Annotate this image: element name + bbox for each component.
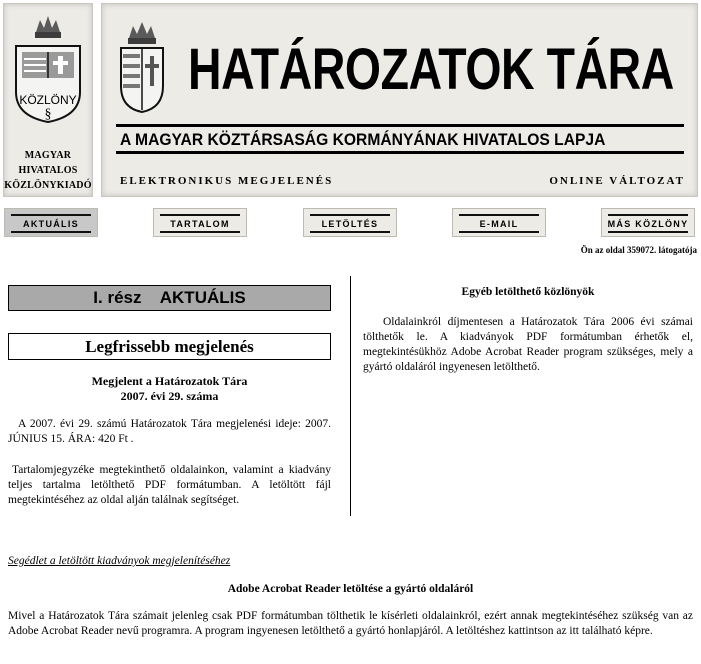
nav-email-button[interactable] [452, 208, 546, 237]
nav-mas-kozlony-button[interactable] [601, 208, 695, 237]
section-header: I. rész AKTUÁLIS [8, 285, 331, 311]
electronic-edition-label: ELEKTRONIKUS MEGJELENÉS [120, 175, 334, 187]
publication-subtitle: A MAGYAR KÖZTÁRSASÁG KORMÁNYÁNAK HIVATALOS LAPJA [120, 130, 606, 149]
nav-aktualis-button[interactable] [4, 208, 98, 237]
masthead-banner [101, 3, 698, 197]
nav-letoltes-button[interactable] [303, 208, 397, 237]
coat-of-arms-caption: KÖZLÖNY [19, 93, 77, 107]
nav-mas-kozlony-label: MÁS KÖZLÖNY [607, 219, 689, 229]
coat-of-arms-icon [117, 20, 167, 114]
contents-info-paragraph: Tartalomjegyzéke megtekinthető oldalainkon, valamint a kiadvány teljes tartalma letölthető PDF formátumban. A letöltött fájl megtekintéséhez az oldal alján találnak segítséget. [8, 464, 331, 506]
paragraph-sign-icon: § [44, 107, 52, 122]
acrobat-info-paragraph: Mivel a Határozatok Tára számait jelenleg csak PDF formátumban tölthetik le kísérleti oldalainkról, ezért annak megtekintéséhez szükség van az Adobe Acrobat Reader nevű programra. A program ingyenesen letölthető a gyártó honlapjáról. A letöltéshez kattintson az itt található képre. [8, 610, 693, 637]
help-viewing-link[interactable]: Segédlet a letöltött kiadványok megjelenítéséhez [8, 555, 231, 567]
logo-line-1: MAGYAR [24, 150, 72, 161]
other-downloads-paragraph: Oldalainkról díjmentesen a Határozatok Tára 2006 évi számai tölthetők le. A kiadványok PDF formátumban érhetők el, megtekintésükhöz Adobe Acrobat Reader program szükséges, mely a gyártó oldaláról ingyenesen letölthető. [363, 316, 693, 373]
other-downloads-heading: Egyéb letölthető közlönyök [461, 286, 595, 298]
nav-aktualis-label: AKTUÁLIS [23, 219, 79, 229]
visitor-counter: Ön az oldal 359072. látogatója [580, 245, 697, 255]
logo-line-2: HIVATALOS [18, 165, 78, 176]
publication-title: HATÁROZATOK TÁRA [188, 37, 674, 102]
publication-notice-line-2: 2007. évi 29. száma [120, 389, 219, 403]
publication-notice-line-1: Megjelent a Határozatok Tára [91, 374, 248, 388]
subtitle-bar [116, 124, 684, 154]
column-divider [350, 276, 351, 516]
latest-issue-header: Legfrissebb megjelenés [8, 333, 331, 360]
logo-line-3: KÖZLÖNYKIADÓ [4, 180, 92, 191]
issue-info-paragraph: A 2007. évi 29. számú Határozatok Tára megjelenési ideje: 2007. JÚNIUS 15. ÁRA: 420 Ft . [8, 418, 331, 445]
nav-tartalom-button[interactable] [153, 208, 247, 237]
nav-email-label: E-MAIL [479, 219, 519, 229]
acrobat-download-heading: Adobe Acrobat Reader letöltése a gyártó oldaláról [227, 583, 474, 595]
nav-letoltes-label: LETÖLTÉS [321, 219, 379, 229]
nav-tartalom-label: TARTALOM [170, 219, 230, 229]
publisher-logo-panel [3, 3, 93, 197]
online-version-label: ONLINE VÁLTOZAT [549, 175, 685, 187]
